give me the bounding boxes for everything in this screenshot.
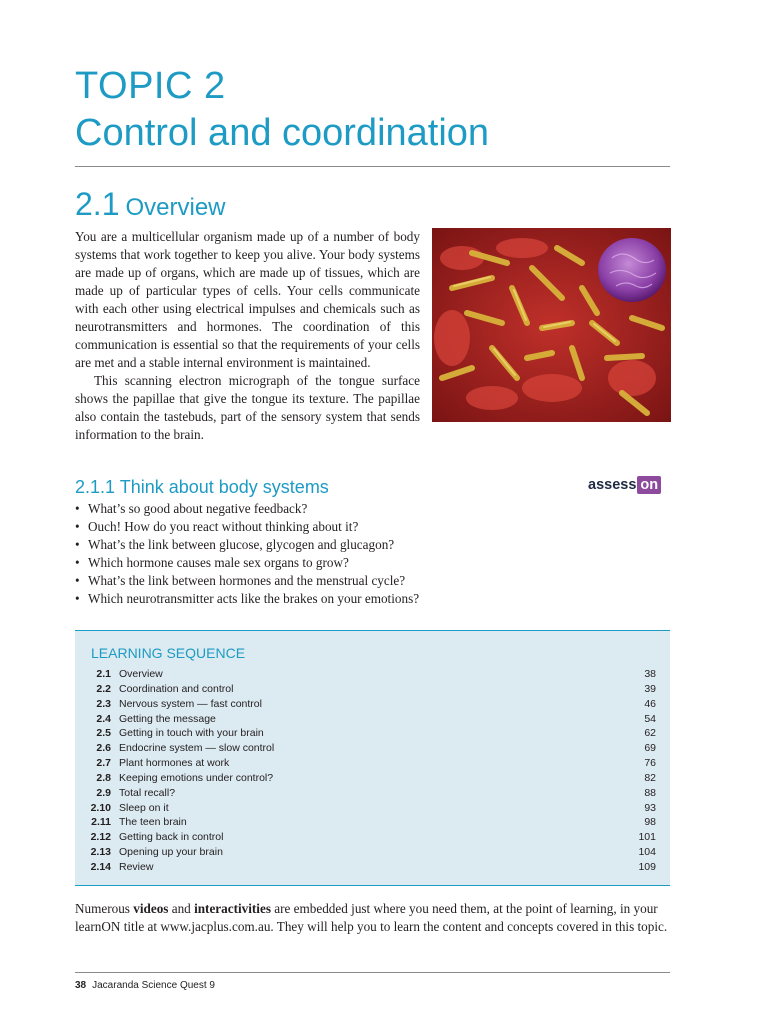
learning-sequence-item[interactable] bbox=[75, 771, 670, 786]
sequence-page: 101 bbox=[638, 831, 656, 844]
tongue-micrograph-image bbox=[432, 228, 671, 422]
sequence-page: 54 bbox=[644, 712, 656, 725]
assesson-logo[interactable] bbox=[588, 476, 661, 494]
book-title: Jacaranda Science Quest 9 bbox=[92, 980, 215, 991]
question-item: • Which hormone causes male sex organs to grow? bbox=[75, 554, 419, 572]
intro-paragraph: You are a multicellular organism made up of a number of body systems that work together to keep you alive. Your body systems are made up of organs, which are made up of tissues, which are made up of particular types of cells. Your cells communicate with each other using electrical impulses and chemicals such as neurotransmitters and hormones. The coordination of this communication is essential so that the requirements of your cells are met and a stable internal environment is maintained. bbox=[75, 229, 420, 370]
sequence-label: Sleep on it bbox=[119, 801, 169, 814]
sequence-page: 109 bbox=[638, 860, 656, 873]
sequence-label: Nervous system — fast control bbox=[119, 697, 262, 710]
question-item: • What’s so good about negative feedback? bbox=[75, 500, 419, 518]
sequence-page: 62 bbox=[644, 727, 656, 740]
assess-logo-suffix: on bbox=[637, 476, 661, 494]
learning-sequence-item[interactable] bbox=[75, 756, 670, 771]
sequence-label: The teen brain bbox=[119, 816, 187, 829]
sequence-label: Getting back in control bbox=[119, 831, 224, 844]
topic-title: Control and coordination bbox=[75, 112, 490, 154]
sequence-number: 2.13 bbox=[90, 846, 111, 859]
learning-sequence-item[interactable] bbox=[75, 845, 670, 860]
learning-sequence-item[interactable] bbox=[75, 815, 670, 830]
sequence-label: Plant hormones at work bbox=[119, 757, 230, 770]
page-number: 38 bbox=[75, 980, 87, 991]
sequence-label: Opening up your brain bbox=[119, 846, 223, 859]
resources-note bbox=[75, 900, 671, 936]
sequence-number: 2.4 bbox=[96, 712, 111, 725]
sequence-page: 38 bbox=[644, 668, 656, 680]
learning-sequence-item[interactable] bbox=[75, 726, 670, 741]
page-footer bbox=[75, 979, 215, 993]
learning-sequence-item[interactable] bbox=[75, 830, 670, 845]
learning-sequence-item[interactable] bbox=[75, 667, 670, 682]
sequence-number: 2.12 bbox=[90, 831, 111, 844]
sequence-label: Endocrine system — slow control bbox=[119, 742, 275, 755]
question-list bbox=[75, 500, 419, 608]
question-item: • Ouch! How do you react without thinking about it? bbox=[75, 518, 419, 536]
sequence-page: 46 bbox=[644, 697, 656, 710]
sequence-number: 2.2 bbox=[96, 682, 111, 695]
footer-divider bbox=[75, 972, 670, 973]
sequence-label: Overview bbox=[119, 668, 163, 680]
learning-sequence-box bbox=[75, 630, 670, 886]
learning-sequence-item[interactable] bbox=[75, 741, 670, 756]
sequence-page: 93 bbox=[644, 801, 656, 814]
learning-sequence-item[interactable] bbox=[75, 801, 670, 816]
question-item: • Which neurotransmitter acts like the brakes on your emotions? bbox=[75, 590, 419, 608]
sequence-number: 2.1 bbox=[96, 668, 111, 680]
interactivities-link[interactable]: interactivities bbox=[194, 901, 271, 916]
resources-note-text: are embedded just where you need them, at the point of learning, in your learnON title at www.jacplus.com.au. They will help you to learn the content and concepts covered in this topic. bbox=[75, 901, 668, 934]
section-number: 2.1 bbox=[75, 186, 120, 222]
sequence-page: 98 bbox=[644, 816, 656, 829]
learning-sequence-title: LEARNING SEQUENCE bbox=[91, 645, 246, 661]
assess-logo-prefix: assess bbox=[588, 477, 637, 493]
section-heading bbox=[75, 184, 226, 224]
learning-sequence-item[interactable] bbox=[75, 697, 670, 712]
sequence-number: 2.5 bbox=[96, 727, 111, 740]
sequence-page: 82 bbox=[644, 771, 656, 784]
sequence-number: 2.3 bbox=[96, 697, 111, 710]
sequence-label: Review bbox=[119, 860, 154, 873]
sequence-number: 2.10 bbox=[90, 801, 111, 814]
topic-label: TOPIC 2 bbox=[75, 65, 226, 107]
section-title: Overview bbox=[125, 194, 226, 221]
header-divider bbox=[75, 166, 670, 167]
learning-sequence-item[interactable] bbox=[75, 712, 670, 727]
learning-sequence-list bbox=[75, 667, 670, 875]
resources-note-text: and bbox=[168, 901, 195, 916]
learning-sequence-item[interactable] bbox=[75, 860, 670, 875]
sequence-label: Getting in touch with your brain bbox=[119, 727, 264, 740]
sequence-label: Getting the message bbox=[119, 712, 216, 725]
sequence-page: 104 bbox=[638, 846, 656, 859]
sequence-number: 2.6 bbox=[96, 742, 111, 755]
sequence-label: Keeping emotions under control? bbox=[119, 771, 274, 784]
question-item: • What’s the link between hormones and the menstrual cycle? bbox=[75, 572, 419, 590]
resources-note-text: Numerous bbox=[75, 901, 134, 916]
sequence-number: 2.8 bbox=[96, 771, 111, 784]
sequence-label: Coordination and control bbox=[119, 682, 234, 695]
sequence-page: 88 bbox=[644, 786, 656, 799]
learning-sequence-item[interactable] bbox=[75, 786, 670, 801]
sequence-page: 39 bbox=[644, 682, 656, 695]
intro-text bbox=[75, 228, 420, 444]
sequence-page: 69 bbox=[644, 742, 656, 755]
subsection-heading: 2.1.1 Think about body systems bbox=[75, 477, 329, 497]
sequence-number: 2.9 bbox=[96, 786, 111, 799]
sequence-number: 2.14 bbox=[90, 860, 111, 873]
sequence-number: 2.7 bbox=[96, 757, 111, 770]
question-item: • What’s the link between glucose, glycogen and glucagon? bbox=[75, 536, 419, 554]
sequence-label: Total recall? bbox=[119, 786, 176, 799]
learning-sequence-item[interactable] bbox=[75, 682, 670, 697]
videos-link[interactable]: videos bbox=[133, 901, 169, 916]
sequence-number: 2.11 bbox=[91, 816, 111, 829]
intro-paragraph: This scanning electron micrograph of the tongue surface shows the papillae that give the tongue its texture. The papillae also contain the tastebuds, part of the sensory system that sends information to the brain. bbox=[75, 373, 420, 442]
sequence-page: 76 bbox=[644, 757, 656, 770]
